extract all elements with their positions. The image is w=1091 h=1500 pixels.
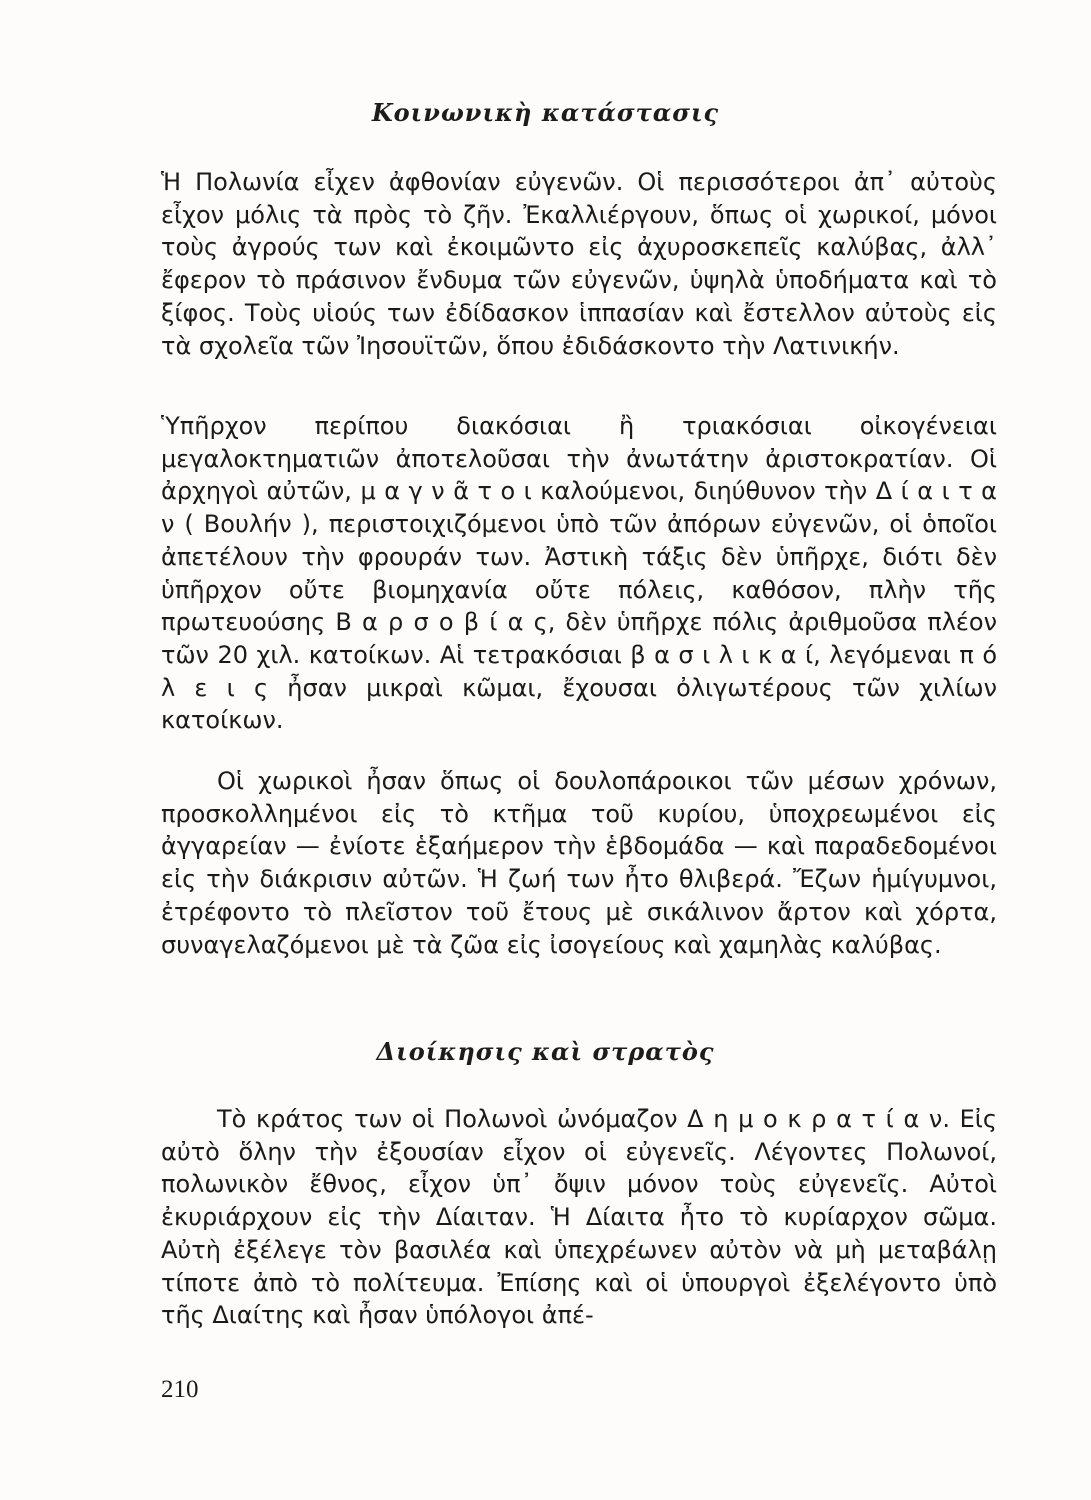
page-number: 210 bbox=[161, 1376, 199, 1403]
paragraph-peasants: Οἱ χωρικοὶ ἦσαν ὅπως οἱ δουλοπάροικοι τῶν μέσων χρόνων, προσκολλημένοι εἰς τὸ κτῆμα τοῦ κυρίου, ὑποχρεωμένοι εἰς ἀγγαρείαν — ἐνίοτε ἑξαήμερον τὴν ἑβδομάδα — καὶ παραδεδομένοι εἰς τὴν διάκρισιν αὐτῶν. Ἡ ζωή των ἦτο θλιβερά. Ἔζων ἡμίγυμνοι, ἐτρέφοντο τὸ πλεῖστον τοῦ ἔτους μὲ σικάλινον ἄρτον καὶ χόρτα, συναγελαζόμενοι μὲ τὰ ζῶα εἰς ἰσογείους καὶ χαμηλὰς καλύβας. bbox=[161, 767, 997, 959]
section-heading-government: Διοίκησις καὶ στρατὸς bbox=[376, 1037, 715, 1066]
paragraph-nobility: Ἡ Πολωνία εἶχεν ἀφθονίαν εὐγενῶν. Οἱ περισσότεροι ἀπ᾿ αὐτοὺς εἶχον μόλις τὰ πρὸς τὸ ζῆν. Ἐκαλλιέργουν, ὅπως οἱ χωρικοί, μόνοι τοὺς ἀγρούς των καὶ ἐκοιμῶντο εἰς ἀχυροσκεπεῖς καλύβας, ἀλλ᾿ ἔφερον τὸ πράσινον ἔνδυμα τῶν εὐγενῶν, ὑψηλὰ ὑποδήματα καὶ τὸ ξίφος. Τοὺς υἱούς των ἐδίδασκον ἱππασίαν καὶ ἔστελλον αὐτοὺς εἰς τὰ σχολεῖα τῶν Ἰησουϊτῶν, ὅπου ἐδιδάσκοντο τὴν Λατινικήν. bbox=[161, 168, 997, 360]
section-heading-social: Κοινωνικὴ κατάστασις bbox=[371, 98, 720, 127]
paragraph-magnates: Ὑπῆρχον περίπου διακόσιαι ἢ τριακόσιαι οἰκογένειαι μεγαλοκτηματιῶν ἀποτελοῦσαι τὴν ἀνωτάτην ἀριστοκρατίαν. Οἱ ἀρχηγοὶ αὐτῶν, μ α γ ν ᾶ τ ο ι καλούμενοι, διηύθυνον τὴν Δ ί α ι τ α ν ( Βουλήν ), περιστοιχιζόμενοι ὑπὸ τῶν ἀπόρων εὐγενῶν, οἱ ὁποῖοι ἀπετέλουν τὴν φρουράν των. Ἀστικὴ τάξις δὲν ὑπῆρχε, διότι δὲν ὑπῆρχον οὔτε βιομηχανία οὔτε πόλεις, καθόσον, πλὴν τῆς πρωτευούσης Β α ρ σ ο β ί α ς, δὲν ὑπῆρχε πόλις ἀριθμοῦσα πλέον τῶν 20 χιλ. κατοίκων. Αἱ τετρακόσιαι β α σ ι λ ι κ α ί, λεγόμεναι π ό λ ε ι ς ἦσαν μικραὶ κῶμαι, ἔχουσαι ὀλιγωτέρους τῶν χιλίων κατοίκων. bbox=[161, 412, 997, 735]
paragraph-democracy: Τὸ κράτος των οἱ Πολωνοὶ ὠνόμαζον Δ η μ ο κ ρ α τ ί α ν. Εἰς αὐτὸ ὅλην τὴν ἐξουσίαν εἶχον οἱ εὐγενεῖς. Λέγοντες Πολωνοί, πολωνικὸν ἔθνος, εἶχον ὑπ᾿ ὄψιν μόνον τοὺς εὐγενεῖς. Αὐτοὶ ἐκυριάρχουν εἰς τὴν Δίαιταν. Ἡ Δίαιτα ἦτο τὸ κυρίαρχον σῶμα. Αὐτὴ ἐξέλεγε τὸν βασιλέα καὶ ὑπεχρέωνεν αὐτὸν νὰ μὴ μεταβάλῃ τίποτε ἀπὸ τὸ πολίτευμα. Ἐπίσης καὶ οἱ ὑπουργοὶ ἐξελέγοντο ὑπὸ τῆς Διαίτης καὶ ἦσαν ὑπόλογοι ἀπέ- bbox=[161, 1105, 997, 1330]
